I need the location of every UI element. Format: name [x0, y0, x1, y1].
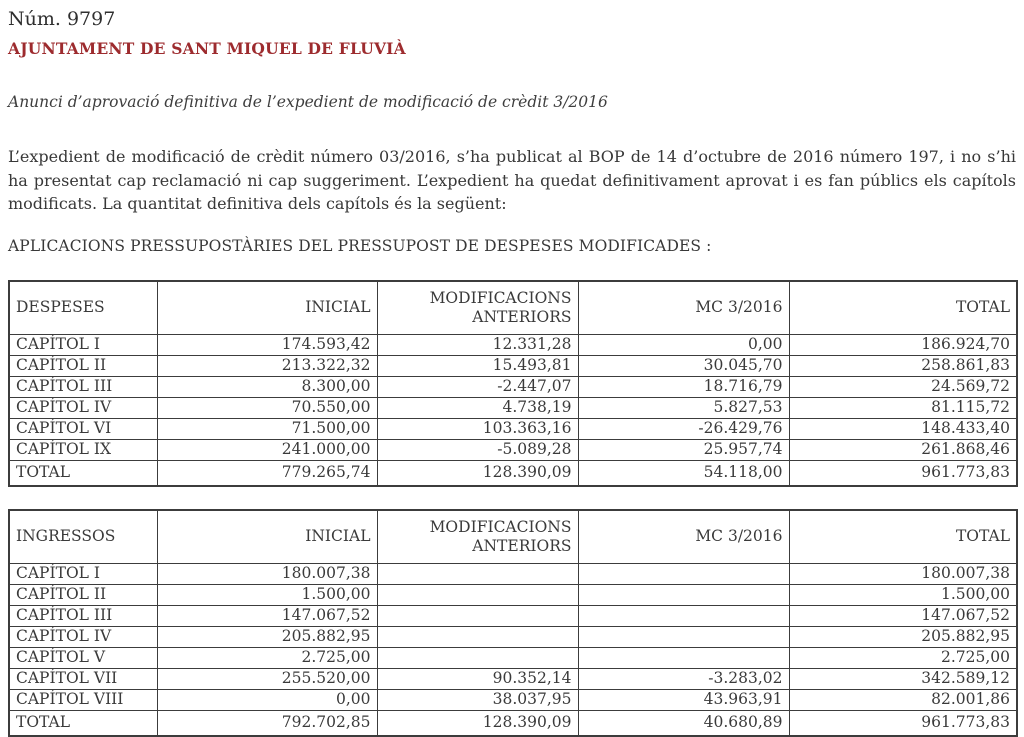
value-cell: 205.882,95: [157, 626, 377, 647]
value-cell: 103.363,16: [377, 418, 578, 439]
value-cell: [578, 626, 789, 647]
table-row: [9, 584, 1017, 605]
column-header-2: MODIFICACIONS ANTERIORS: [377, 281, 578, 335]
value-cell: 961.773,83: [789, 710, 1017, 736]
value-cell: 25.957,74: [578, 439, 789, 460]
value-cell: 342.589,12: [789, 668, 1017, 689]
table-row: [9, 626, 1017, 647]
value-cell: [578, 563, 789, 584]
value-cell: [377, 626, 578, 647]
value-cell: 43.963,91: [578, 689, 789, 710]
section-heading: APLICACIONS PRESSUPOSTÀRIES DEL PRESSUPOST DE DESPESES MODIFICADES :: [8, 236, 712, 255]
value-cell: 261.868,46: [789, 439, 1017, 460]
value-cell: 71.500,00: [157, 418, 377, 439]
table-row: [9, 647, 1017, 668]
value-cell: 255.520,00: [157, 668, 377, 689]
table-row: [9, 668, 1017, 689]
value-cell: 128.390,09: [377, 460, 578, 486]
row-label-cell: CAPÍTOL IX: [9, 439, 157, 460]
column-header-4: TOTAL: [789, 510, 1017, 564]
table-row: [9, 710, 1017, 736]
value-cell: -26.429,76: [578, 418, 789, 439]
table-row: [9, 397, 1017, 418]
value-cell: -5.089,28: [377, 439, 578, 460]
value-cell: 15.493,81: [377, 355, 578, 376]
value-cell: 81.115,72: [789, 397, 1017, 418]
row-label-cell: TOTAL: [9, 710, 157, 736]
value-cell: 174.593,42: [157, 334, 377, 355]
row-label-cell: TOTAL: [9, 460, 157, 486]
value-cell: 2.725,00: [157, 647, 377, 668]
value-cell: 205.882,95: [789, 626, 1017, 647]
notice-paragraph: L’expedient de modificació de crèdit número 03/2016, s’ha publicat al BOP de 14 d’octubre de 2016 número 197, i no s’hi ha presentat cap reclamació ni cap suggeriment. L’expedient ha quedat definitivament aprovat i es fan públics els capítols modificats. La quantitat definitiva dels capítols és la següent:: [8, 147, 1016, 213]
value-cell: [578, 605, 789, 626]
value-cell: 12.331,28: [377, 334, 578, 355]
value-cell: 38.037,95: [377, 689, 578, 710]
row-label-cell: CAPÍTOL VIII: [9, 689, 157, 710]
value-cell: 2.725,00: [789, 647, 1017, 668]
value-cell: 792.702,85: [157, 710, 377, 736]
table-row: [9, 563, 1017, 584]
entity-heading: AJUNTAMENT DE SANT MIQUEL DE FLUVIÀ: [8, 39, 406, 58]
value-cell: 4.738,19: [377, 397, 578, 418]
value-cell: 180.007,38: [789, 563, 1017, 584]
value-cell: 180.007,38: [157, 563, 377, 584]
value-cell: 241.000,00: [157, 439, 377, 460]
despeses-header-row: [9, 281, 1017, 335]
despeses-table: [8, 280, 1018, 487]
notice-subtitle: Anunci d’aprovació definitiva de l’expedient de modificació de crèdit 3/2016: [8, 93, 608, 111]
value-cell: 5.827,53: [578, 397, 789, 418]
column-header-3: MC 3/2016: [578, 281, 789, 335]
value-cell: 147.067,52: [789, 605, 1017, 626]
value-cell: [377, 647, 578, 668]
column-header-3: MC 3/2016: [578, 510, 789, 564]
table-row: [9, 355, 1017, 376]
value-cell: -2.447,07: [377, 376, 578, 397]
row-label-cell: CAPÍTOL IV: [9, 397, 157, 418]
value-cell: 1.500,00: [789, 584, 1017, 605]
table-row: [9, 605, 1017, 626]
value-cell: 82.001,86: [789, 689, 1017, 710]
table-row: [9, 376, 1017, 397]
column-header-4: TOTAL: [789, 281, 1017, 335]
value-cell: 779.265,74: [157, 460, 377, 486]
value-cell: 213.322,32: [157, 355, 377, 376]
row-label-cell: CAPÍTOL VI: [9, 418, 157, 439]
column-header-1: INICIAL: [157, 281, 377, 335]
column-header-despeses: DESPESES: [9, 281, 157, 335]
column-header-ingressos: INGRESSOS: [9, 510, 157, 564]
value-cell: [377, 563, 578, 584]
value-cell: 1.500,00: [157, 584, 377, 605]
value-cell: [377, 584, 578, 605]
value-cell: [377, 605, 578, 626]
table-row: [9, 460, 1017, 486]
value-cell: 70.550,00: [157, 397, 377, 418]
value-cell: [578, 584, 789, 605]
row-label-cell: CAPÍTOL IV: [9, 626, 157, 647]
row-label-cell: CAPÍTOL I: [9, 563, 157, 584]
table-row: [9, 334, 1017, 355]
value-cell: [578, 647, 789, 668]
value-cell: 258.861,83: [789, 355, 1017, 376]
value-cell: -3.283,02: [578, 668, 789, 689]
row-label-cell: CAPÍTOL III: [9, 605, 157, 626]
doc-number: Núm. 9797: [8, 8, 116, 30]
value-cell: 148.433,40: [789, 418, 1017, 439]
table-row: [9, 439, 1017, 460]
value-cell: 54.118,00: [578, 460, 789, 486]
row-label-cell: CAPÍTOL I: [9, 334, 157, 355]
table-row: [9, 689, 1017, 710]
value-cell: 40.680,89: [578, 710, 789, 736]
table-row: [9, 418, 1017, 439]
value-cell: 186.924,70: [789, 334, 1017, 355]
column-header-2: MODIFICACIONS ANTERIORS: [377, 510, 578, 564]
row-label-cell: CAPÍTOL V: [9, 647, 157, 668]
value-cell: 18.716,79: [578, 376, 789, 397]
value-cell: 128.390,09: [377, 710, 578, 736]
row-label-cell: CAPÍTOL III: [9, 376, 157, 397]
value-cell: 8.300,00: [157, 376, 377, 397]
value-cell: 30.045,70: [578, 355, 789, 376]
ingressos-table: [8, 509, 1018, 737]
row-label-cell: CAPÍTOL II: [9, 584, 157, 605]
row-label-cell: CAPÍTOL VII: [9, 668, 157, 689]
column-header-1: INICIAL: [157, 510, 377, 564]
value-cell: 90.352,14: [377, 668, 578, 689]
value-cell: 147.067,52: [157, 605, 377, 626]
value-cell: 0,00: [578, 334, 789, 355]
ingressos-header-row: [9, 510, 1017, 564]
value-cell: 0,00: [157, 689, 377, 710]
value-cell: 24.569,72: [789, 376, 1017, 397]
value-cell: 961.773,83: [789, 460, 1017, 486]
row-label-cell: CAPÍTOL II: [9, 355, 157, 376]
